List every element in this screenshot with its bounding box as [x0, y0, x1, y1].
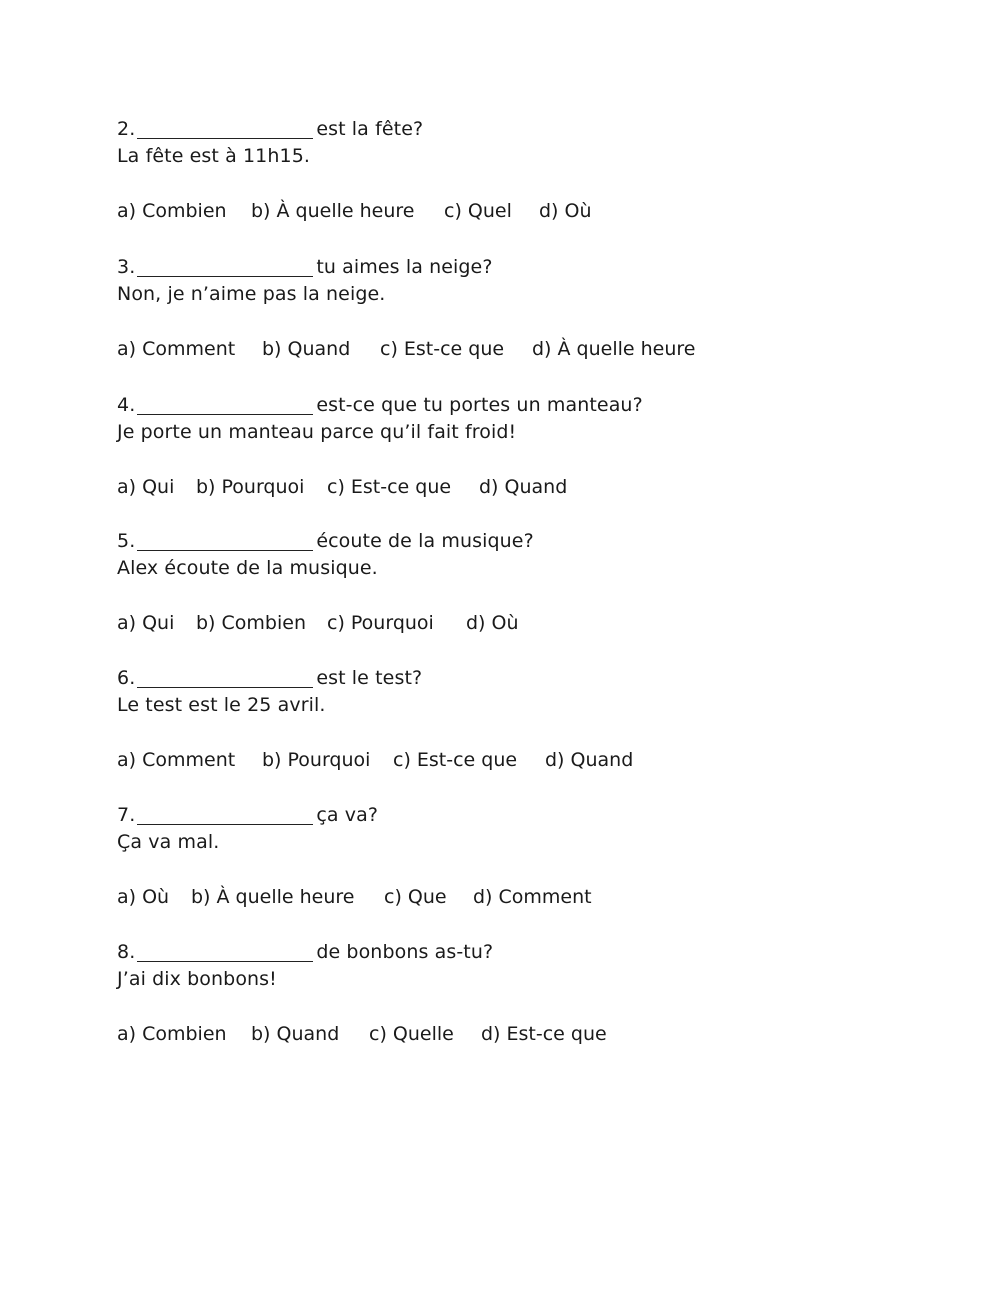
choice-c[interactable]: c) Quel — [444, 200, 512, 222]
question-number: 7. — [117, 804, 136, 826]
question-number: 5. — [117, 530, 136, 552]
question-prompt — [117, 114, 877, 142]
choice-c[interactable]: c) Pourquoi — [327, 612, 434, 634]
answer-sentence: J’ai dix bonbons! — [117, 968, 277, 990]
answer-sentence: Alex écoute de la musique. — [117, 557, 378, 579]
choice-list — [117, 335, 877, 363]
question-4 — [117, 390, 877, 501]
answer-blank[interactable] — [137, 667, 313, 688]
choice-b[interactable]: b) Pourquoi — [196, 476, 305, 498]
choice-d[interactable]: d) Est-ce que — [481, 1023, 607, 1045]
question-2 — [117, 114, 877, 225]
answer-blank[interactable] — [137, 804, 313, 825]
answer-sentence: Le test est le 25 avril. — [117, 694, 326, 716]
choice-list — [117, 609, 877, 637]
choice-list — [117, 746, 877, 774]
choice-c[interactable]: c) Est-ce que — [393, 749, 518, 771]
question-number: 4. — [117, 394, 136, 416]
choice-b[interactable]: b) Combien — [196, 612, 306, 634]
answer-sentence: Ça va mal. — [117, 831, 220, 853]
question-text: de bonbons as-tu? — [316, 941, 494, 963]
choice-list — [117, 1020, 877, 1048]
question-text: est la fête? — [316, 118, 424, 140]
choice-d[interactable]: d) Quand — [545, 749, 634, 771]
question-8 — [117, 937, 877, 1048]
choice-c[interactable]: c) Que — [384, 886, 447, 908]
choice-a[interactable]: a) Combien — [117, 200, 227, 222]
choice-b[interactable]: b) Quand — [262, 338, 351, 360]
question-prompt — [117, 663, 877, 691]
choice-c[interactable]: c) Quelle — [369, 1023, 454, 1045]
answer-sentence: Je porte un manteau parce qu’il fait froid! — [117, 421, 517, 443]
question-7 — [117, 800, 877, 911]
choice-d[interactable]: d) À quelle heure — [532, 338, 696, 360]
question-number: 6. — [117, 667, 136, 689]
answer-blank[interactable] — [137, 256, 313, 277]
answer-sentence: La fête est à 11h15. — [117, 145, 311, 167]
question-text: est le test? — [316, 667, 423, 689]
choice-a[interactable]: a) Où — [117, 886, 170, 908]
choice-a[interactable]: a) Comment — [117, 749, 236, 771]
choice-a[interactable]: a) Qui — [117, 476, 175, 498]
question-text: ça va? — [316, 804, 379, 826]
question-3 — [117, 252, 877, 363]
question-prompt — [117, 526, 877, 554]
choice-c[interactable]: c) Est-ce que — [327, 476, 452, 498]
question-6 — [117, 663, 877, 774]
choice-a[interactable]: a) Qui — [117, 612, 175, 634]
choice-d[interactable]: d) Où — [466, 612, 519, 634]
question-number: 3. — [117, 256, 136, 278]
question-prompt — [117, 390, 877, 418]
choice-a[interactable]: a) Combien — [117, 1023, 227, 1045]
question-number: 2. — [117, 118, 136, 140]
choice-d[interactable]: d) Où — [539, 200, 592, 222]
answer-blank[interactable] — [137, 530, 313, 551]
choice-d[interactable]: d) Comment — [473, 886, 592, 908]
answer-blank[interactable] — [137, 394, 313, 415]
question-text: écoute de la musique? — [316, 530, 534, 552]
choice-d[interactable]: d) Quand — [479, 476, 568, 498]
choice-b[interactable]: b) Quand — [251, 1023, 340, 1045]
choice-c[interactable]: c) Est-ce que — [380, 338, 505, 360]
answer-blank[interactable] — [137, 118, 313, 139]
choice-b[interactable]: b) À quelle heure — [191, 886, 355, 908]
choice-list — [117, 883, 877, 911]
choice-b[interactable]: b) Pourquoi — [262, 749, 371, 771]
question-prompt — [117, 937, 877, 965]
question-5 — [117, 526, 877, 637]
question-number: 8. — [117, 941, 136, 963]
choice-list — [117, 473, 877, 501]
choice-a[interactable]: a) Comment — [117, 338, 236, 360]
question-prompt — [117, 800, 877, 828]
question-text: tu aimes la neige? — [316, 256, 493, 278]
choice-list — [117, 197, 877, 225]
answer-sentence: Non, je n’aime pas la neige. — [117, 283, 386, 305]
answer-blank[interactable] — [137, 941, 313, 962]
question-text: est-ce que tu portes un manteau? — [316, 394, 643, 416]
choice-b[interactable]: b) À quelle heure — [251, 200, 415, 222]
question-prompt — [117, 252, 877, 280]
